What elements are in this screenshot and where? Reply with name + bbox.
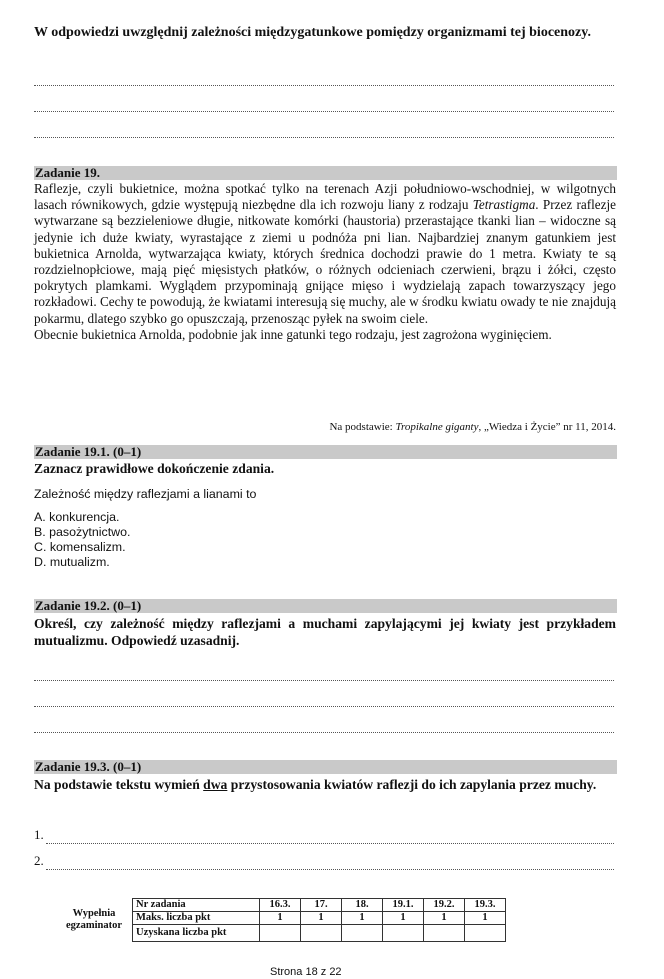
answer-item-2-label: 2.	[34, 853, 44, 868]
max-points: 1	[424, 912, 465, 925]
intro-instruction: W odpowiedzi uwzględnij zależności międzygatunkowe pomiędzy organizmami tej biocenozy.	[34, 25, 591, 40]
source-title: Tropikalne giganty	[395, 421, 479, 433]
source-citation	[329, 421, 616, 433]
task-19-3-command-a: Na podstawie tekstu wymień	[34, 777, 204, 792]
task-19-1-header: Zadanie 19.1. (0–1)	[34, 445, 617, 459]
task-number: 17.	[301, 899, 342, 912]
task-19-2-command: Określ, czy zależność między raflezjami a muchami zapylającymi jej kwiaty jest przykładem mutualizmu. Odpowiedź uzasadnij.	[34, 616, 616, 648]
option-a[interactable]: A. konkurencja.	[34, 510, 120, 524]
task-number: 19.1.	[383, 899, 424, 912]
task-19-2-header: Zadanie 19.2. (0–1)	[34, 599, 617, 613]
max-points: 1	[465, 912, 506, 925]
obtained-points-cell[interactable]	[465, 925, 506, 942]
task-number: 18.	[342, 899, 383, 912]
answer-item-1-label: 1.	[34, 827, 44, 842]
max-points: 1	[342, 912, 383, 925]
option-c[interactable]: C. komensalizm.	[34, 540, 126, 554]
obtained-points-cell[interactable]	[424, 925, 465, 942]
score-table	[56, 898, 506, 942]
row-label-obtained: Uzyskana liczba pkt	[133, 925, 260, 942]
task-19-text-p2: Obecnie bukietnica Arnolda, podobnie jak inne gatunki tego rodzaju, jest zagrożona wyginięciem.	[34, 326, 552, 342]
answer-line-1[interactable]	[46, 843, 614, 844]
source-prefix: Na podstawie:	[329, 421, 396, 433]
answer-line-2[interactable]	[46, 869, 614, 870]
answer-line[interactable]	[34, 85, 614, 86]
answer-line[interactable]	[34, 706, 614, 707]
answer-line[interactable]	[34, 680, 614, 681]
row-label-task: Nr zadania	[133, 899, 260, 912]
task-number: 16.3.	[260, 899, 301, 912]
answer-line[interactable]	[34, 111, 614, 112]
task-19-3-command-underlined: dwa	[203, 777, 228, 792]
max-points: 1	[260, 912, 301, 925]
task-19-3-command	[34, 776, 616, 793]
task-19-1-stem: Zależność między raflezjami a lianami to	[34, 487, 257, 501]
source-suffix: , „Wiedza i Życie” nr 11, 2014.	[478, 421, 616, 433]
obtained-points-cell[interactable]	[342, 925, 383, 942]
task-number: 19.2.	[424, 899, 465, 912]
answer-line[interactable]	[34, 137, 614, 138]
task-19-1-command: Zaznacz prawidłowe dokończenie zdania.	[34, 461, 275, 476]
max-points: 1	[301, 912, 342, 925]
task-19-text	[34, 181, 616, 343]
obtained-points-cell[interactable]	[260, 925, 301, 942]
page-footer: Strona 18 z 22	[270, 966, 342, 978]
obtained-points-cell[interactable]	[301, 925, 342, 942]
task-19-text-b: . Przez raflezje wytwarzane są bezzieleniowe długie, nitkowate komórki (haustoria) przerastające tkanki lian – widoczne są jedynie ich duże kwiaty, wyrastające z ziemi u podnóża pni lian. Najbardziej znanym gatunkiem jest bukietnica Arnolda, wytwarzająca kwiaty, których średnica dochodzi prawie do 1 metra. Kwiaty te są rozdzielnopłciowe, mają pięć mięsistych płatków, o różnych odcieniach czerwieni, brązu i żółci, często pokrytych plamkami. Wyglądem przypominają gnijące mięso i wydzielają zapach towarzyszący jego rozkładowi. Cechy te powodują, że kwiatami interesują się muchy, ale w środku kwiatu owady te nie znajdują pokarmu, dlatego szybko go opuszczają, przenosząc pyłek na swoim ciele.	[34, 197, 617, 326]
max-points: 1	[383, 912, 424, 925]
task-19-text-a: Raflezje, czyli bukietnice, można spotkać tylko na terenach Azji południowo-wschodniej, w wilgotnych lasach równikowych, gdzie występują niezbędne dla ich rozwoju liany z rodzaju	[34, 181, 616, 213]
row-label-max: Maks. liczba pkt	[133, 912, 260, 925]
obtained-points-cell[interactable]	[383, 925, 424, 942]
task-19-3-header: Zadanie 19.3. (0–1)	[34, 760, 617, 774]
task-number: 19.3.	[465, 899, 506, 912]
option-b[interactable]: B. pasożytnictwo.	[34, 525, 131, 539]
task-19-3-command-b: przystosowania kwiatów raflezji do ich zapylania przez muchy.	[227, 777, 597, 792]
option-d[interactable]: D. mutualizm.	[34, 555, 110, 569]
task-19-text-italic: Tetrastigma	[472, 197, 536, 213]
task-19-header: Zadanie 19.	[34, 166, 617, 180]
answer-line[interactable]	[34, 732, 614, 733]
examiner-label: Wypełnia egzaminator	[66, 908, 122, 931]
